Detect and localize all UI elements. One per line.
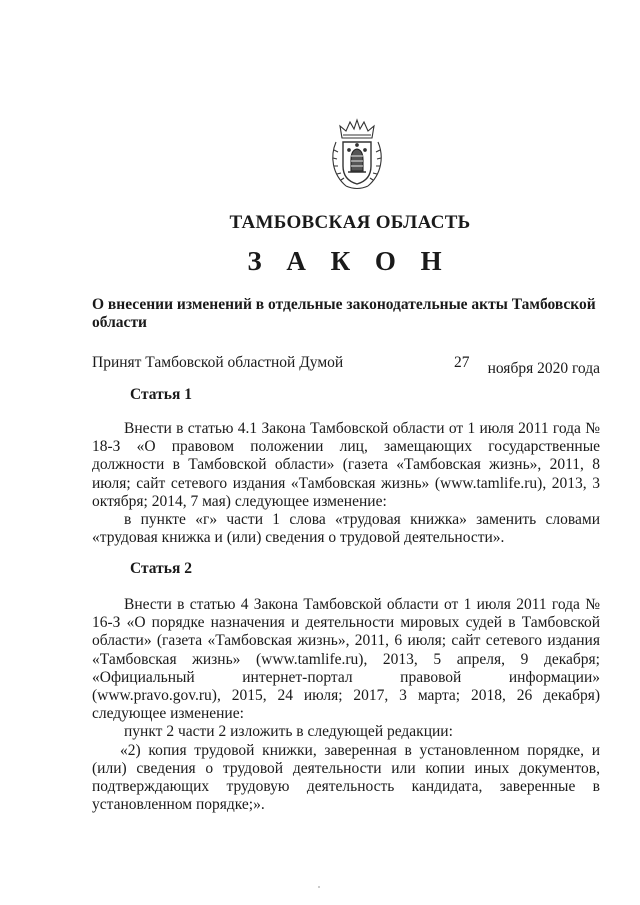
adopted-by: Принят Тамбовской областной Думой bbox=[92, 354, 344, 371]
adoption-line bbox=[92, 354, 600, 377]
article-2-heading: Статья 2 bbox=[130, 560, 192, 577]
article-2-body bbox=[92, 596, 600, 814]
region-title: ТАМБОВСКАЯ ОБЛАСТЬ bbox=[229, 212, 471, 233]
article-2-paragraph: пункт 2 части 2 изложить в следующей редакции: bbox=[124, 723, 453, 741]
article-1-heading: Статья 1 bbox=[130, 386, 192, 403]
article-2-paragraph: «2) копия трудовой книжки, заверенная в установленном порядке, и (или) сведения о трудовой деятельности или копии иных документов, подтверждающих трудовую деятельность кандидата, заверенные в установленном порядке;». bbox=[92, 741, 600, 814]
article-1-paragraph: Внести в статью 4.1 Закона Тамбовской области от 1 июля 2011 года № 18-З «О правовом положении лиц, замещающих государственные должности в Тамбовской области» (газета «Тамбовская жизнь», 2011, 8 июля; сайт сетевого издания «Тамбовская жизнь» (www.tamlife.ru), 2013, 3 октября; 2014, 7 мая) следующее изменение: bbox=[92, 420, 600, 510]
law-subject: О внесении изменений в отдельные законодательные акты Тамбовской области bbox=[92, 296, 596, 331]
adoption-day: 27 bbox=[454, 354, 470, 371]
scan-speck bbox=[318, 886, 320, 888]
article-1-paragraph: в пункте «г» части 1 слова «трудовая книжка» заменить словами «трудовая книжка и (или) сведения о трудовой деятельности». bbox=[92, 511, 600, 547]
article-2-paragraph: Внести в статью 4 Закона Тамбовской области от 1 июля 2011 года № 16-З «О порядке назначения и деятельности мировых судей в Тамбовской области» (газета «Тамбовская жизнь», 2011, 6 июля; сайт сетевого издания «Тамбовская жизнь» (www.tamlife.ru), 2013, 5 апреля, 9 декабря; «Официальный интернет-портал правовой информации» (www.pravo.gov.ru), 2015, 24 июля; 2017, 3 марта; 2018, 26 декабря) следующее изменение: bbox=[92, 596, 600, 723]
article-1-body bbox=[92, 420, 600, 547]
document-type-title: З А К О Н bbox=[247, 246, 451, 276]
adoption-month-year: ноября 2020 года bbox=[487, 360, 600, 377]
coat-of-arms-emblem bbox=[326, 116, 388, 192]
